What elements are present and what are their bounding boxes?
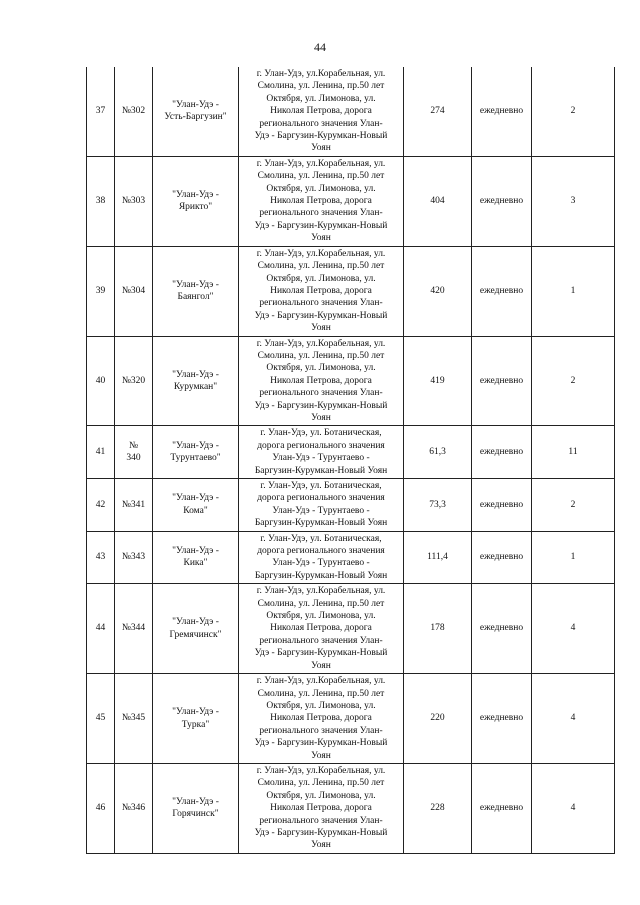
- table-row: [87, 246, 615, 336]
- table-row: [87, 156, 615, 246]
- route-length-cell: 178: [404, 584, 472, 674]
- frequency-cell: ежедневно: [472, 67, 532, 156]
- route-name-cell: "Улан-Удэ - Баянгол": [153, 246, 239, 336]
- routes-table: [86, 67, 615, 854]
- trips-count-cell: 1: [532, 531, 615, 584]
- trips-count-cell: 4: [532, 674, 615, 764]
- route-name-cell: "Улан-Удэ - Турка": [153, 674, 239, 764]
- route-length-cell: 274: [404, 67, 472, 156]
- frequency-cell: ежедневно: [472, 584, 532, 674]
- row-number-cell: 39: [87, 246, 115, 336]
- route-length-cell: 419: [404, 336, 472, 426]
- route-length-cell: 111,4: [404, 531, 472, 584]
- route-name-cell: "Улан-Удэ - Турунтаево": [153, 426, 239, 479]
- row-number-cell: 46: [87, 763, 115, 853]
- frequency-cell: ежедневно: [472, 426, 532, 479]
- route-name-cell: "Улан-Удэ - Горячинск": [153, 763, 239, 853]
- table-row: [87, 426, 615, 479]
- row-number-cell: 45: [87, 674, 115, 764]
- frequency-cell: ежедневно: [472, 479, 532, 532]
- row-number-cell: 40: [87, 336, 115, 426]
- route-path-cell: г. Улан-Удэ, ул.Корабельная, ул. Смолина, ул. Ленина, пр.50 лет Октября, ул. Лимонова, ул. Николая Петрова, дорога регионального значения Улан- Удэ - Баргузин-Курумкан-Новый Уоян: [239, 156, 404, 246]
- route-path-cell: г. Улан-Удэ, ул. Ботаническая, дорога регионального значения Улан-Удэ - Турунтаево - Баргузин-Курумкан-Новый Уоян: [239, 426, 404, 479]
- trips-count-cell: 11: [532, 426, 615, 479]
- route-length-cell: 220: [404, 674, 472, 764]
- row-number-cell: 44: [87, 584, 115, 674]
- route-path-cell: г. Улан-Удэ, ул.Корабельная, ул. Смолина, ул. Ленина, пр.50 лет Октября, ул. Лимонова, ул. Николая Петрова, дорога регионального значения Улан- Удэ - Баргузин-Курумкан-Новый Уоян: [239, 584, 404, 674]
- trips-count-cell: 2: [532, 479, 615, 532]
- frequency-cell: ежедневно: [472, 156, 532, 246]
- route-length-cell: 61,3: [404, 426, 472, 479]
- trips-count-cell: 4: [532, 584, 615, 674]
- route-length-cell: 420: [404, 246, 472, 336]
- row-number-cell: 43: [87, 531, 115, 584]
- route-path-cell: г. Улан-Удэ, ул.Корабельная, ул. Смолина, ул. Ленина, пр.50 лет Октября, ул. Лимонова, ул. Николая Петрова, дорога регионального значения Улан- Удэ - Баргузин-Курумкан-Новый Уоян: [239, 67, 404, 156]
- route-length-cell: 404: [404, 156, 472, 246]
- trips-count-cell: 3: [532, 156, 615, 246]
- table-row: [87, 584, 615, 674]
- route-name-cell: "Улан-Удэ - Кика": [153, 531, 239, 584]
- row-number-cell: 37: [87, 67, 115, 156]
- route-number-cell: №343: [115, 531, 153, 584]
- frequency-cell: ежедневно: [472, 763, 532, 853]
- frequency-cell: ежедневно: [472, 674, 532, 764]
- frequency-cell: ежедневно: [472, 246, 532, 336]
- trips-count-cell: 4: [532, 763, 615, 853]
- trips-count-cell: 2: [532, 336, 615, 426]
- table-row: [87, 531, 615, 584]
- route-name-cell: "Улан-Удэ - Курумкан": [153, 336, 239, 426]
- routes-table-body: [87, 67, 615, 853]
- route-path-cell: г. Улан-Удэ, ул. Ботаническая, дорога регионального значения Улан-Удэ - Турунтаево - Баргузин-Курумкан-Новый Уоян: [239, 479, 404, 532]
- page-number: 44: [314, 40, 326, 54]
- table-row: [87, 336, 615, 426]
- route-number-cell: №304: [115, 246, 153, 336]
- route-number-cell: №302: [115, 67, 153, 156]
- route-number-cell: №344: [115, 584, 153, 674]
- row-number-cell: 38: [87, 156, 115, 246]
- frequency-cell: ежедневно: [472, 336, 532, 426]
- trips-count-cell: 1: [532, 246, 615, 336]
- route-number-cell: №320: [115, 336, 153, 426]
- table-row: [87, 67, 615, 156]
- table-row: [87, 674, 615, 764]
- route-number-cell: № 340: [115, 426, 153, 479]
- route-length-cell: 228: [404, 763, 472, 853]
- route-number-cell: №346: [115, 763, 153, 853]
- frequency-cell: ежедневно: [472, 531, 532, 584]
- row-number-cell: 42: [87, 479, 115, 532]
- table-row: [87, 479, 615, 532]
- route-name-cell: "Улан-Удэ - Усть-Баргузин": [153, 67, 239, 156]
- route-path-cell: г. Улан-Удэ, ул.Корабельная, ул. Смолина, ул. Ленина, пр.50 лет Октября, ул. Лимонова, ул. Николая Петрова, дорога регионального значения Улан- Удэ - Баргузин-Курумкан-Новый Уоян: [239, 674, 404, 764]
- route-name-cell: "Улан-Удэ - Гремячинск": [153, 584, 239, 674]
- route-number-cell: №303: [115, 156, 153, 246]
- table-row: [87, 763, 615, 853]
- row-number-cell: 41: [87, 426, 115, 479]
- route-name-cell: "Улан-Удэ - Ярикто": [153, 156, 239, 246]
- route-length-cell: 73,3: [404, 479, 472, 532]
- route-path-cell: г. Улан-Удэ, ул.Корабельная, ул. Смолина, ул. Ленина, пр.50 лет Октября, ул. Лимонова, ул. Николая Петрова, дорога регионального значения Улан- Удэ - Баргузин-Курумкан-Новый Уоян: [239, 336, 404, 426]
- route-path-cell: г. Улан-Удэ, ул. Ботаническая, дорога регионального значения Улан-Удэ - Турунтаево - Баргузин-Курумкан-Новый Уоян: [239, 531, 404, 584]
- route-number-cell: №341: [115, 479, 153, 532]
- route-number-cell: №345: [115, 674, 153, 764]
- route-path-cell: г. Улан-Удэ, ул.Корабельная, ул. Смолина, ул. Ленина, пр.50 лет Октября, ул. Лимонова, ул. Николая Петрова, дорога регионального значения Улан- Удэ - Баргузин-Курумкан-Новый Уоян: [239, 763, 404, 853]
- trips-count-cell: 2: [532, 67, 615, 156]
- route-path-cell: г. Улан-Удэ, ул.Корабельная, ул. Смолина, ул. Ленина, пр.50 лет Октября, ул. Лимонова, ул. Николая Петрова, дорога регионального значения Улан- Удэ - Баргузин-Курумкан-Новый Уоян: [239, 246, 404, 336]
- route-name-cell: "Улан-Удэ - Кома": [153, 479, 239, 532]
